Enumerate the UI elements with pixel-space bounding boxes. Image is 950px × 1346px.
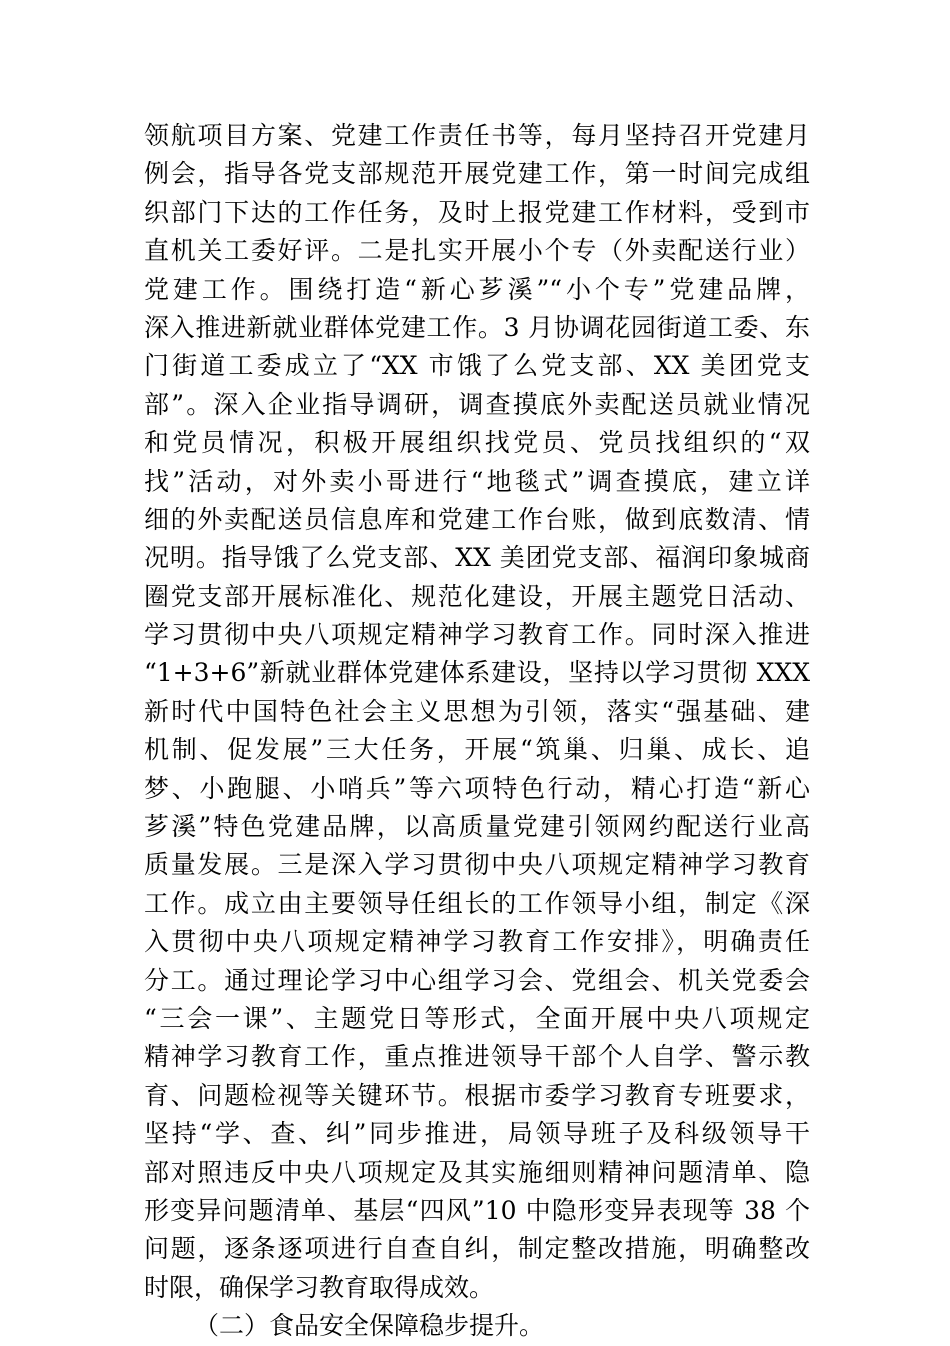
paragraph-line: 例会，指导各党支部规范开展党建工作，第一时间完成组 [144, 159, 810, 189]
paragraph-line: 党建工作。围绕打造“新心芗溪”“小个专”党建品牌， [144, 274, 810, 304]
paragraph-line: 学习贯彻中央八项规定精神学习教育工作。同时深入推进 [144, 620, 810, 650]
paragraph-line: “1+3+6”新就业群体党建体系建设，坚持以学习贯彻 XXX [144, 658, 810, 688]
body-text [144, 117, 810, 1346]
paragraph-line: 问题，逐条逐项进行自查自纠，制定整改措施，明确整改 [144, 1234, 810, 1264]
paragraph-line: 分工。通过理论学习中心组学习会、党组会、机关党委会 [144, 965, 810, 995]
paragraph-line: “三会一课”、主题党日等形式，全面开展中央八项规定 [144, 1003, 810, 1033]
paragraph-line: 坚持“学、查、纠”同步推进，局领导班子及科级领导干 [144, 1119, 810, 1149]
paragraph-line: 时限，确保学习教育取得成效。 [144, 1272, 495, 1302]
paragraph-line: 况明。指导饿了么党支部、XX 美团党支部、福润印象城商 [144, 543, 810, 573]
paragraph-line: 精神学习教育工作，重点推进领导干部个人自学、警示教 [144, 1042, 810, 1072]
paragraph-line: 直机关工委好评。二是扎实开展小个专（外卖配送行业） [144, 236, 810, 266]
paragraph-line: 梦、小跑腿、小哨兵”等六项特色行动，精心打造“新心 [144, 773, 810, 803]
paragraph-line: 找”活动，对外卖小哥进行“地毯式”调查摸底，建立详 [144, 466, 810, 496]
paragraph-line: 深入推进新就业群体党建工作。3 月协调花园街道工委、东 [144, 312, 810, 342]
paragraph-line: 织部门下达的工作任务，及时上报党建工作材料，受到市 [144, 197, 810, 227]
section-heading: （二）食品安全保障稳步提升。 [194, 1311, 545, 1341]
paragraph-line: 质量发展。三是深入学习贯彻中央八项规定精神学习教育 [144, 850, 810, 880]
paragraph-line: 芗溪”特色党建品牌，以高质量党建引领网约配送行业高 [144, 812, 810, 842]
paragraph-line: 工作。成立由主要领导任组长的工作领导小组，制定《深 [144, 888, 810, 918]
paragraph-line: 部对照违反中央八项规定及其实施细则精神问题清单、隐 [144, 1157, 810, 1187]
paragraph-line: 新时代中国特色社会主义思想为引领，落实“强基础、建 [144, 696, 810, 726]
paragraph-line: 圈党支部开展标准化、规范化建设，开展主题党日活动、 [144, 581, 810, 611]
paragraph-line: 领航项目方案、党建工作责任书等，每月坚持召开党建月 [144, 121, 810, 150]
paragraph-line: 育、问题检视等关键环节。根据市委学习教育专班要求， [144, 1080, 810, 1110]
paragraph-line: 机制、促发展”三大任务，开展“筑巢、归巢、成长、追 [144, 735, 810, 765]
paragraph-line: 部”。深入企业指导调研，调查摸底外卖配送员就业情况 [144, 389, 810, 419]
paragraph-line: 形变异问题清单、基层“四风”10 中隐形变异表现等 38 个 [144, 1195, 810, 1225]
paragraph-line: 入贯彻中央八项规定精神学习教育工作安排》，明确责任 [144, 927, 810, 957]
paragraph-line: 门街道工委成立了“XX 市饿了么党支部、XX 美团党支 [144, 351, 810, 381]
paragraph-line: 和党员情况，积极开展组织找党员、党员找组织的“双 [144, 428, 810, 458]
paragraph-line: 细的外卖配送员信息库和党建工作台账，做到底数清、情 [144, 504, 810, 534]
